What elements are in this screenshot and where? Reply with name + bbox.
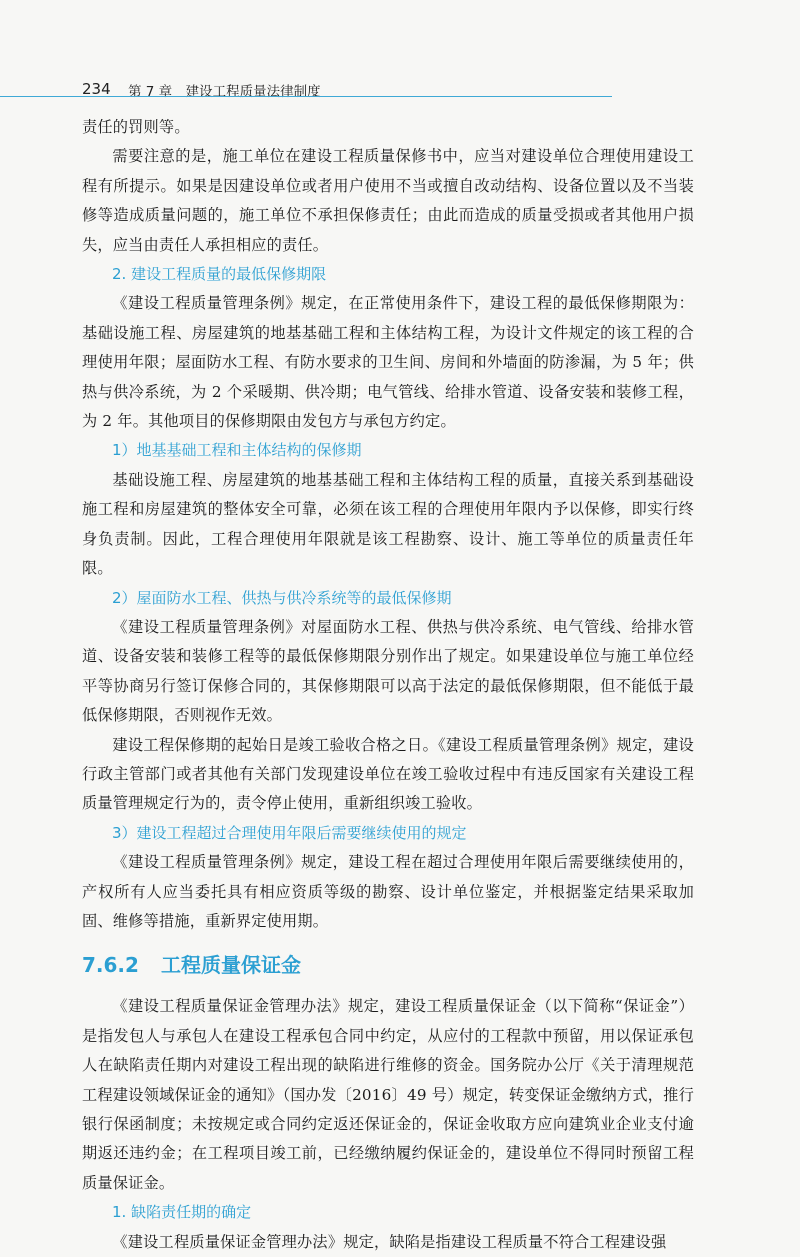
subheading-beyond-service-life: 3）建设工程超过合理使用年限后需要继续使用的规定 (112, 823, 467, 842)
subheading-minimum-warranty-period: 2. 建设工程质量的最低保修期限 (112, 265, 327, 284)
chapter-title: 第 7 章 建设工程质量法律制度 (128, 84, 321, 100)
paragraph: 建设工程保修期的起始日是竣工验收合格之日。《建设工程质量管理条例》规定，建设行政主管部门或者其他有关部门发现建设单位在竣工验收过程中有违反国家有关建设工程质量管理规定行为的，责令停止使用，重新组织竣工验收。 (82, 735, 694, 813)
page-number: 234 (82, 80, 111, 98)
paragraph: 需要注意的是，施工单位在建设工程质量保修书中，应当对建设单位合理使用建设工程有所提示。如果是因建设单位或者用户使用不当或擅自改动结构、设备位置以及不当装修等造成质量问题的，施工单位不承担保修责任；由此而造成的质量受损或者其他用户损失，应当由责任人承担相应的责任。 (82, 147, 694, 254)
subheading-foundation-warranty: 1）地基基础工程和主体结构的保修期 (112, 441, 362, 460)
running-header (82, 78, 694, 102)
paragraph: 《建设工程质量管理条例》规定，建设工程在超过合理使用年限后需要继续使用的，产权所有人应当委托具有相应资质等级的勘察、设计单位鉴定，并根据鉴定结果采取加固、维修等措施，重新界定使用期。 (82, 853, 694, 930)
paragraph: 《建设工程质量管理条例》对屋面防水工程、供热与供冷系统、电气管线、给排水管道、设备安装和装修工程等的最低保修期限分别作出了规定。如果建设单位与施工单位经平等协商另行签订保修合同的，其保修期限可以高于法定的最低保修期限，但不能低于最低保修期限，否则视作无效。 (82, 617, 694, 725)
header-rule (0, 96, 612, 97)
page-body (82, 113, 694, 1257)
section-number: 7.6.2 (82, 953, 139, 978)
paragraph: 责任的罚则等。 (82, 118, 190, 136)
section-title: 工程质量保证金 (160, 953, 301, 978)
paragraph: 《建设工程质量保证金管理办法》规定，建设工程质量保证金（以下简称“保证金”）是指发包人与承包人在建设工程承包合同中约定，从应付的工程款中预留，用以保证承包人在缺陷责任期内对建设工程出现的缺陷进行维修的资金。国务院办公厅《关于清理规范工程建设领域保证金的通知》（国办发〔2016〕49 号）规定，转变保证金缴纳方式，推行银行保函制度；未按规定或合同约定返还保证金的，保证金收取方应向建筑业企业支付逾期返还违约金；在工程项目竣工前，已经缴纳履约保证金的，建设单位不得同时预留工程质量保证金。 (82, 997, 694, 1192)
section-heading (82, 950, 694, 980)
paragraph: 《建设工程质量管理条例》规定，在正常使用条件下，建设工程的最低保修期限为：基础设施工程、房屋建筑的地基基础工程和主体结构工程，为设计文件规定的该工程的合理使用年限；屋面防水工程、有防水要求的卫生间、房间和外墙面的防渗漏，为 5 年；供热与供冷系统，为 2 个采暖期、供冷期；电气管线、给排水管道、设备安装和装修工程，为 2 年。其他项目的保修期限由发包方与承包方约定。 (82, 294, 694, 431)
subheading-defect-liability-period: 1. 缺陷责任期的确定 (112, 1203, 252, 1222)
subheading-roof-waterproof-warranty: 2）屋面防水工程、供热与供冷系统等的最低保修期 (112, 588, 452, 607)
paragraph: 基础设施工程、房屋建筑的地基基础工程和主体结构工程的质量，直接关系到基础设施工程和房屋建筑的整体安全可靠，必须在该工程的合理使用年限内予以保修，即实行终身负责制。因此，工程合理使用年限就是该工程勘察、设计、施工等单位的质量责任年限。 (82, 470, 694, 578)
paragraph: 《建设工程质量保证金管理办法》规定，缺陷是指建设工程质量不符合工程建设强 (112, 1232, 667, 1251)
